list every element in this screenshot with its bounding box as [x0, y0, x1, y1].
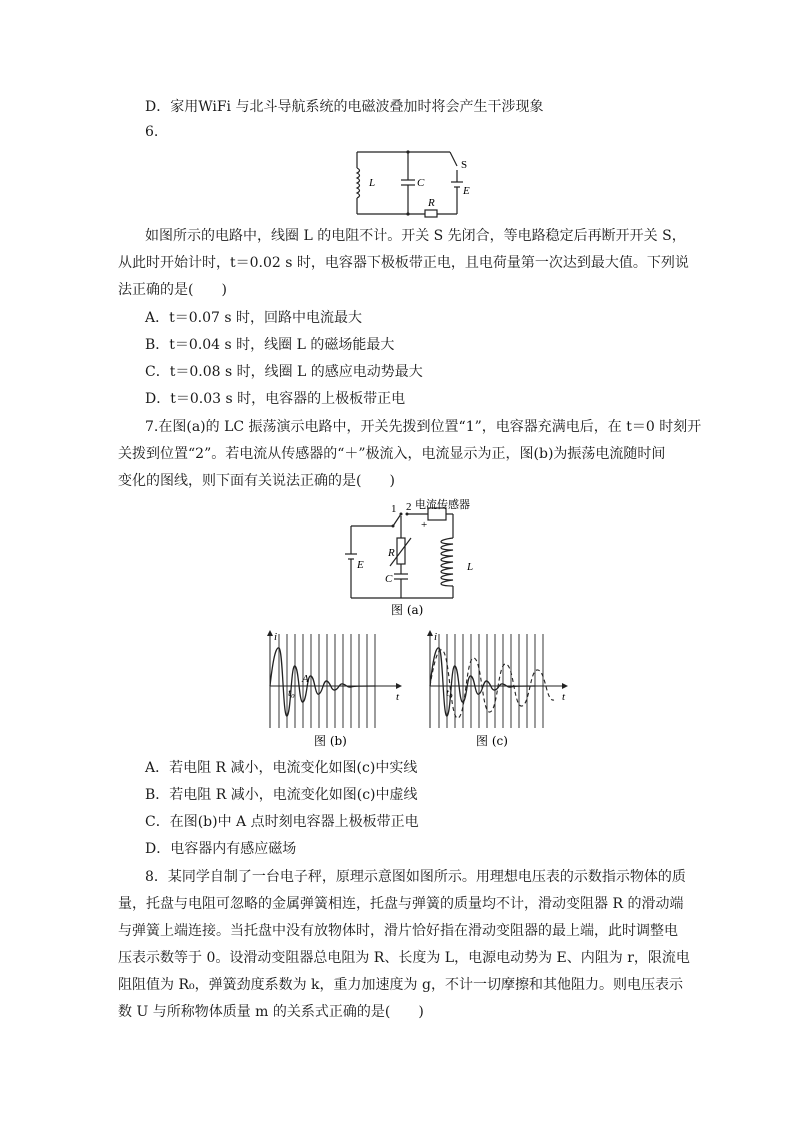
q7-option-d: D．电容器内有感应磁场 — [145, 841, 297, 857]
q6-option-b: B．t＝0.04 s 时，线圈 L 的磁场能最大 — [145, 337, 395, 353]
q7-stem-line-3: 变化的图线，则下面有关说法正确的是( ) — [118, 473, 395, 489]
q6-number: 6. — [145, 124, 159, 140]
q7a-L-label: L — [467, 561, 474, 573]
q7-figure-b — [258, 628, 408, 750]
q7b-caption: 图 (b) — [314, 734, 347, 748]
q7a-pos2-label: 2 — [406, 501, 412, 513]
q7c-axis-i: i — [434, 631, 438, 643]
q7-option-b: B．若电阻 R 减小，电流变化如图(c)中虚线 — [145, 787, 418, 803]
q7-figure-a — [345, 498, 480, 620]
q7a-R-label: R — [388, 547, 395, 559]
q6-label-C: C — [417, 177, 425, 189]
q7c-t0-label: t₀ — [446, 687, 453, 699]
q6-label-R: R — [428, 197, 435, 209]
q7-figure-c — [420, 628, 575, 750]
q7-stem-line-2: 关拨到位置“2”。若电流从传感器的“＋”极流入，电流显示为正，图(b)为振荡电流随时间 — [118, 446, 666, 462]
q6-option-a: A．t＝0.07 s 时，回路中电流最大 — [145, 310, 362, 326]
q8-stem-line-2: 量，托盘与电阻可忽略的金属弹簧相连，托盘与弹簧的质量均不计，滑动变阻器 R 的滑动端 — [118, 896, 684, 912]
q7c-axis-t: t — [562, 691, 566, 703]
q6-circuit-figure — [345, 146, 475, 220]
q7b-axis-t: t — [396, 691, 400, 703]
q7b-axis-i: i — [274, 631, 278, 643]
q8-stem-line-1: 8．某同学自制了一台电子秤，原理示意图如图所示。用理想电压表的示数指示物体的质 — [145, 869, 686, 885]
q7a-caption: 图 (a) — [391, 603, 424, 617]
q6-label-S: S — [461, 159, 468, 171]
q7c-grid-lines — [439, 634, 543, 728]
q6-option-c: C．t＝0.08 s 时，线圈 L 的感应电动势最大 — [145, 364, 423, 380]
q7a-plus-label: + — [421, 519, 428, 531]
q8-stem-line-5: 阻阻值为 R₀，弹簧劲度系数为 k，重力加速度为 g，不计一切摩擦和其他阻力。则电压表示 — [118, 977, 683, 993]
q6-stem-line-3: 法正确的是( ) — [118, 282, 227, 298]
q5-option-d: D．家用WiFi 与北斗导航系统的电磁波叠加时将会产生干涉现象 — [145, 99, 544, 115]
q8-stem-line-6: 数 U 与所称物体质量 m 的关系式正确的是( ) — [118, 1004, 424, 1020]
q7b-t0-label: t₀ — [288, 687, 295, 699]
q7a-C-label: C — [385, 573, 393, 585]
q7c-caption: 图 (c) — [476, 734, 508, 748]
q8-stem-line-4: 压表示数等于 0。设滑动变阻器总电阻为 R、长度为 L，电源电动势为 E、内阻为 r，限流电 — [118, 950, 690, 966]
q6-label-E: E — [463, 185, 470, 197]
q6-stem-line-1: 如图所示的电路中，线圈 L 的电阻不计。开关 S 先闭合，等电路稳定后再断开开关 S， — [145, 228, 686, 244]
q7a-E-label: E — [357, 559, 364, 571]
q6-label-L: L — [369, 177, 376, 189]
q7a-pos1-label: 1 — [391, 503, 397, 515]
q7-stem-line-1: 7.在图(a)的 LC 振荡演示电路中，开关先拨到位置“1”，电容器充满电后，在 t＝0 时刻开 — [145, 419, 702, 435]
q6-stem-line-2: 从此时开始计时，t＝0.02 s 时，电容器下极板带正电，且电荷量第一次达到最大值。下列说 — [118, 255, 689, 271]
q8-stem-line-3: 与弹簧上端连接。当托盘中没有放物体时，滑片恰好指在滑动变阻器的最上端，此时调整电 — [118, 923, 678, 939]
q6-option-d: D．t＝0.03 s 时，电容器的上极板带正电 — [145, 391, 406, 407]
q7-option-c: C．在图(b)中 A 点时刻电容器上极板带正电 — [145, 814, 419, 830]
q7b-point-A: A — [302, 673, 309, 685]
q7-option-a: A．若电阻 R 减小，电流变化如图(c)中实线 — [145, 760, 418, 776]
q7a-sensor-label: 电流传感器 — [415, 499, 470, 511]
